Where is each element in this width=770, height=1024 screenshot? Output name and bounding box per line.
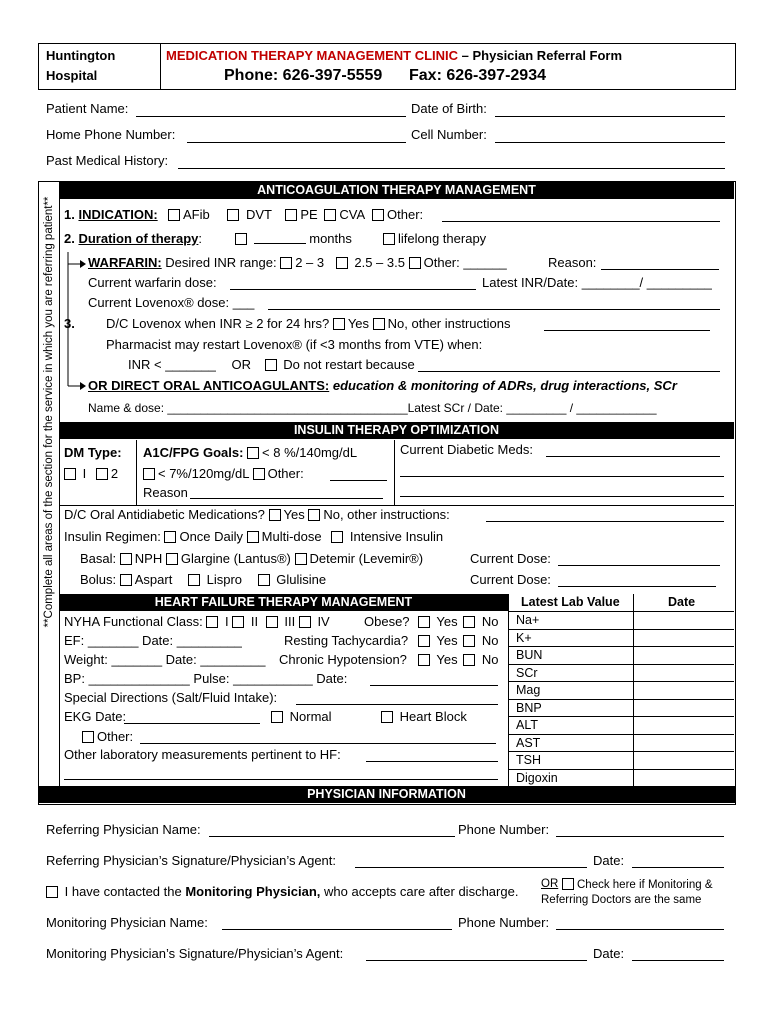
warfarin-row	[88, 255, 507, 270]
dc-lovenox-yes-checkbox[interactable]	[333, 318, 345, 330]
mon-date-field[interactable]	[632, 960, 724, 961]
contacted-post: who accepts care after discharge.	[324, 884, 519, 899]
goals-label: A1C/FPG Goals:	[143, 445, 244, 460]
ekg-other-option	[82, 729, 133, 744]
weight-row: Weight: _______ Date: _________	[64, 652, 266, 667]
ref-date-label: Date:	[593, 853, 625, 868]
lab-row-label: Na+	[516, 613, 540, 627]
contacted-row	[46, 884, 518, 899]
dc-oral-no-checkbox[interactable]	[308, 509, 320, 521]
indication-other-checkbox[interactable]	[372, 209, 384, 221]
aspart-label: Aspart	[134, 572, 173, 587]
do-not-restart-checkbox[interactable]	[265, 359, 277, 371]
hf-section-title: HEART FAILURE THERAPY MANAGEMENT	[59, 594, 508, 611]
ekg-other-label: Other:	[97, 729, 134, 744]
multi-dose-label: Multi-dose	[261, 529, 322, 544]
ref-sig-field[interactable]	[355, 867, 587, 868]
clinic-name: MEDICATION THERAPY MANAGEMENT CLINIC	[166, 48, 459, 63]
warfarin-label: WARFARIN:	[88, 255, 162, 270]
same-doctor-row	[562, 878, 713, 891]
glulisine-label: Glulisine	[276, 572, 327, 587]
hypo-no-checkbox[interactable]	[463, 654, 475, 666]
pmh-field[interactable]	[178, 168, 725, 169]
goal-7-checkbox[interactable]	[143, 468, 155, 480]
obese-yes-checkbox[interactable]	[418, 616, 430, 628]
latest-inr-label: Latest INR/Date: ________/ _________	[482, 275, 712, 290]
restart-row	[128, 357, 415, 372]
org-name-line1: Huntington	[46, 48, 116, 63]
basal-dose-field[interactable]	[558, 565, 720, 566]
basal-row	[80, 551, 423, 566]
inr-25-35-label: 2.5 – 3.5	[354, 255, 405, 270]
duration-label: Duration of therapy	[78, 231, 199, 246]
ekg-other-checkbox[interactable]	[82, 731, 94, 743]
nyha-row	[64, 614, 330, 629]
clinic-phone: Phone: 626-397-5559	[224, 67, 383, 84]
dc-lovenox-yes-label: Yes	[347, 316, 370, 331]
dc-oral-label: D/C Oral Antidiabetic Medications?	[64, 507, 265, 522]
lab-col-divider	[633, 594, 634, 786]
restart-or: OR	[231, 357, 251, 372]
indication-other-field[interactable]	[442, 221, 720, 222]
contacted-checkbox[interactable]	[46, 886, 58, 898]
current-warfarin-field[interactable]	[230, 289, 476, 290]
side-divider	[59, 181, 60, 803]
home-phone-label: Home Phone Number:	[46, 127, 176, 142]
dm-type-label: DM Type:	[64, 445, 122, 460]
mon-phone-field[interactable]	[556, 929, 724, 930]
ref-name-field[interactable]	[209, 836, 455, 837]
current-lovenox-field[interactable]	[268, 309, 720, 310]
inr-25-35-checkbox[interactable]	[336, 257, 348, 269]
dm-type-1-checkbox[interactable]	[64, 468, 76, 480]
physician-section-title: PHYSICIAN INFORMATION	[38, 786, 735, 803]
doac-row	[88, 378, 677, 393]
same-or-label: OR	[541, 878, 559, 890]
anticoag-section-title: ANTICOAGULATION THERAPY MANAGEMENT	[59, 182, 734, 199]
dc-lovenox-no-checkbox[interactable]	[373, 318, 385, 330]
current-lovenox-label: Current Lovenox® dose: ___	[88, 295, 255, 310]
goal-8-label: < 8 %/140mg/dL	[262, 445, 358, 460]
bolus-row	[80, 572, 326, 587]
patient-name-field[interactable]	[136, 116, 406, 117]
detemir-checkbox[interactable]	[295, 553, 307, 565]
lab-col-date-header: Date	[668, 595, 696, 609]
lab-row-divider	[508, 769, 734, 770]
dc-oral-row	[64, 507, 450, 522]
nyha-2-label: II	[250, 614, 259, 629]
nyha-3-checkbox[interactable]	[266, 616, 278, 628]
ekg-heart-block-label: Heart Block	[399, 709, 467, 724]
lab-row-divider	[508, 664, 734, 665]
ekg-normal-label: Normal	[289, 709, 332, 724]
cell-field[interactable]	[495, 142, 725, 143]
months-checkbox[interactable]	[235, 233, 247, 245]
special-directions-field[interactable]	[296, 704, 498, 705]
dc-oral-instructions-field[interactable]	[486, 521, 724, 522]
glulisine-checkbox[interactable]	[258, 574, 270, 586]
cell-label: Cell Number:	[411, 127, 487, 142]
lifelong-option	[383, 231, 486, 246]
dob-field[interactable]	[495, 116, 725, 117]
tachy-no-checkbox[interactable]	[463, 635, 475, 647]
clinic-fax: Fax: 626-397-2934	[409, 67, 546, 84]
ekg-heart-block-checkbox[interactable]	[381, 711, 393, 723]
nyha-4-label: IV	[317, 614, 330, 629]
doac-name-dose: Name & dose: ____________________________________Latest SCr / Date: _________ / ____________	[88, 401, 657, 415]
aspart-checkbox[interactable]	[120, 574, 132, 586]
lispro-checkbox[interactable]	[188, 574, 200, 586]
do-not-restart-label: Do not restart because	[283, 357, 415, 372]
tachy-yes-checkbox[interactable]	[418, 635, 430, 647]
ef-row: EF: _______ Date: _________	[64, 633, 242, 648]
basal-dose-label: Current Dose:	[470, 551, 551, 566]
afib-checkbox[interactable]	[168, 209, 180, 221]
nyha-4-checkbox[interactable]	[299, 616, 311, 628]
current-meds-field-2[interactable]	[400, 476, 724, 477]
warfarin-reason-label: Reason:	[548, 255, 597, 270]
ekg-normal-option	[271, 709, 332, 724]
hypotension-options	[418, 652, 498, 667]
org-name-line2: Hospital	[46, 68, 98, 83]
dm-type-2-checkbox[interactable]	[96, 468, 108, 480]
dm-type-2-label: 2	[110, 466, 119, 481]
current-meds-field-3[interactable]	[400, 496, 724, 497]
lab-row-label: ALT	[516, 718, 538, 732]
bolus-dose-field[interactable]	[558, 586, 716, 587]
patient-name-label: Patient Name:	[46, 101, 129, 116]
same-doctor-label-2: Referring Doctors are the same	[541, 894, 702, 906]
ref-name-label: Referring Physician Name:	[46, 822, 201, 837]
goal-reason-field[interactable]	[190, 498, 383, 499]
other-labs-label: Other laboratory measurements pertinent to HF:	[64, 747, 341, 762]
regimen-row	[64, 529, 443, 544]
dc-oral-yes-label: Yes	[283, 507, 305, 522]
once-daily-checkbox[interactable]	[164, 531, 176, 543]
bp-date-field[interactable]	[370, 685, 498, 686]
dc-lovenox-no-label: No, other instructions	[387, 316, 511, 331]
lab-row-label: BNP	[516, 700, 542, 715]
contacted-pre: I have contacted the	[64, 884, 182, 899]
mon-sig-label: Monitoring Physician’s Signature/Physician’s Agent:	[46, 946, 344, 961]
nph-label: NPH	[134, 551, 163, 566]
mon-date-label: Date:	[593, 946, 625, 961]
lab-row-label: AST	[516, 735, 541, 750]
pmh-label: Past Medical History:	[46, 153, 169, 168]
duration-row	[64, 231, 202, 246]
multi-dose-checkbox[interactable]	[247, 531, 259, 543]
months-field[interactable]	[254, 232, 306, 244]
tachy-yes-label: Yes	[436, 633, 458, 648]
nph-checkbox[interactable]	[120, 553, 132, 565]
bp-row: BP: ______________ Pulse: ___________ Date:	[64, 671, 348, 686]
nyha-2-checkbox[interactable]	[232, 616, 244, 628]
contacted-bold: Monitoring Physician,	[185, 884, 321, 899]
inr-other-label: Other: ______	[423, 255, 507, 270]
inr-lt-label: INR < _______	[128, 357, 216, 372]
mon-name-label: Monitoring Physician Name:	[46, 915, 208, 930]
ekg-normal-checkbox[interactable]	[271, 711, 283, 723]
goal-reason-label: Reason	[143, 485, 188, 500]
lab-row-divider	[508, 646, 734, 647]
nyha-1-label: I	[224, 614, 229, 629]
current-warfarin-label: Current warfarin dose:	[88, 275, 217, 290]
dc-lovenox-label: D/C Lovenox when INR ≥ 2 for 24 hrs?	[106, 316, 330, 331]
glargine-label: Glargine (Lantus®)	[180, 551, 291, 566]
glargine-checkbox[interactable]	[166, 553, 178, 565]
duration-months	[235, 231, 352, 246]
lab-row-divider	[508, 734, 734, 735]
warfarin-reason-field[interactable]	[601, 269, 719, 270]
hypo-no-label: No	[481, 652, 499, 667]
lab-row-label: TSH	[516, 753, 541, 767]
lab-row-divider	[508, 681, 734, 682]
lab-row-divider	[508, 716, 734, 717]
indication-row	[64, 207, 158, 222]
inr-2-3-label: 2 – 3	[295, 255, 325, 270]
pe-checkbox[interactable]	[285, 209, 297, 221]
dvt-checkbox[interactable]	[227, 209, 239, 221]
lab-row-label: K+	[516, 630, 532, 645]
ekg-other-field[interactable]	[140, 743, 496, 744]
current-meds-field-1[interactable]	[546, 456, 720, 457]
duration-colon: :	[198, 231, 202, 246]
nyha-label: NYHA Functional Class:	[64, 614, 203, 629]
hf-labs-divider	[508, 594, 509, 786]
header-divider	[160, 44, 161, 89]
indication-label: INDICATION:	[78, 207, 158, 222]
lab-row-divider	[508, 629, 734, 630]
lifelong-label: lifelong therapy	[398, 231, 487, 246]
detemir-label: Detemir (Levemir®)	[309, 551, 424, 566]
ref-phone-label: Phone Number:	[458, 822, 550, 837]
lab-row-divider	[508, 751, 734, 752]
intensive-checkbox[interactable]	[331, 531, 343, 543]
same-doctor-label-1: Check here if Monitoring &	[577, 879, 713, 891]
insulin-divider-2	[394, 440, 395, 505]
form-subtitle: – Physician Referral Form	[461, 48, 623, 63]
ekg-heart-block-option	[381, 709, 467, 724]
duration-num: 2.	[64, 231, 75, 246]
basal-label: Basal:	[80, 551, 117, 566]
lab-row-label: BUN	[516, 648, 543, 662]
hypo-yes-checkbox[interactable]	[418, 654, 430, 666]
bolus-label: Bolus:	[80, 572, 117, 587]
obese-yes-label: Yes	[436, 614, 458, 629]
do-not-restart-field[interactable]	[418, 371, 720, 372]
side-note: **Complete all areas of the section for the service in which you are referring patient**	[43, 196, 55, 628]
dc-lovenox-row	[106, 316, 511, 331]
current-meds-label: Current Diabetic Meds:	[400, 442, 533, 457]
tachy-label: Resting Tachycardia?	[284, 633, 409, 648]
dc-lovenox-instructions-field[interactable]	[544, 330, 710, 331]
ref-sig-label: Referring Physician’s Signature/Physician’s Agent:	[46, 853, 337, 868]
obese-no-label: No	[481, 614, 499, 629]
dc-oral-yes-checkbox[interactable]	[269, 509, 281, 521]
goal-8-checkbox[interactable]	[247, 447, 259, 459]
lifelong-checkbox[interactable]	[383, 233, 395, 245]
other-labs-field-1[interactable]	[366, 761, 498, 762]
goal-other-checkbox[interactable]	[253, 468, 265, 480]
goal-other-label: Other:	[267, 466, 304, 481]
inr-range-label: Desired INR range:	[165, 255, 277, 270]
other-labs-field-2[interactable]	[64, 779, 498, 780]
dob-label: Date of Birth:	[411, 101, 487, 116]
dc-oral-no-label: No, other instructions:	[323, 507, 450, 522]
bolus-dose-label: Current Dose:	[470, 572, 551, 587]
indication-num: 1.	[64, 207, 75, 222]
obese-no-checkbox[interactable]	[463, 616, 475, 628]
afib-label: AFib	[183, 207, 210, 222]
nyha-1-checkbox[interactable]	[206, 616, 218, 628]
home-phone-field[interactable]	[187, 142, 406, 143]
ekg-date-field[interactable]	[124, 723, 260, 724]
lab-row-label: Digoxin	[516, 770, 558, 785]
mon-phone-label: Phone Number:	[458, 915, 550, 930]
tachy-no-label: No	[481, 633, 499, 648]
regimen-label: Insulin Regimen:	[64, 529, 161, 544]
ref-date-field[interactable]	[632, 867, 724, 868]
hypo-yes-label: Yes	[436, 652, 458, 667]
cva-checkbox[interactable]	[324, 209, 336, 221]
intensive-label: Intensive Insulin	[349, 529, 444, 544]
lab-row-label: SCr	[516, 665, 538, 680]
indication-other-label: Other:	[387, 207, 424, 222]
dvt-label: DVT	[245, 207, 272, 222]
doac-note: education & monitoring of ADRs, drug interactions, SCr	[332, 378, 677, 393]
cva-label: CVA	[339, 207, 365, 222]
lab-col-value-header: Latest Lab Value	[521, 595, 620, 609]
goal-other-field[interactable]	[330, 480, 387, 481]
nyha-3-label: III	[284, 614, 296, 629]
goals-row-2	[143, 466, 304, 481]
hypotension-label: Chronic Hypotension?	[279, 652, 407, 667]
pe-label: PE	[300, 207, 318, 222]
lab-row-label: Mag	[516, 683, 541, 697]
pharmacist-restart: Pharmacist may restart Lovenox® (if <3 months from VTE) when:	[106, 337, 483, 352]
once-daily-label: Once Daily	[179, 529, 244, 544]
goals-row-1	[143, 445, 357, 460]
insulin-section-title: INSULIN THERAPY OPTIMIZATION	[59, 422, 734, 439]
lab-header-line	[508, 611, 734, 612]
obese-label: Obese?	[364, 614, 410, 629]
indication-options	[168, 207, 423, 222]
insulin-row-divider	[59, 505, 734, 506]
lab-row-divider	[508, 699, 734, 700]
tachy-options	[418, 633, 498, 648]
inr-other-checkbox[interactable]	[409, 257, 421, 269]
goal-7-label: < 7%/120mg/dL	[158, 466, 249, 481]
lispro-label: Lispro	[206, 572, 243, 587]
form-title	[166, 48, 622, 63]
special-directions-label: Special Directions (Salt/Fluid Intake):	[64, 690, 278, 705]
mon-sig-field[interactable]	[366, 960, 587, 961]
ref-phone-field[interactable]	[556, 836, 724, 837]
dc-num: 3.	[64, 316, 75, 331]
inr-2-3-checkbox[interactable]	[280, 257, 292, 269]
ekg-label: EKG Date:	[64, 709, 127, 724]
insulin-divider-1	[136, 440, 137, 505]
dm-type-options	[64, 466, 118, 481]
dm-type-1-label: I	[82, 466, 87, 481]
same-doctor-checkbox[interactable]	[562, 878, 574, 890]
mon-name-field[interactable]	[222, 929, 452, 930]
months-label: months	[309, 231, 352, 246]
doac-label: OR DIRECT ORAL ANTICOAGULANTS:	[88, 378, 330, 393]
obese-options	[418, 614, 498, 629]
